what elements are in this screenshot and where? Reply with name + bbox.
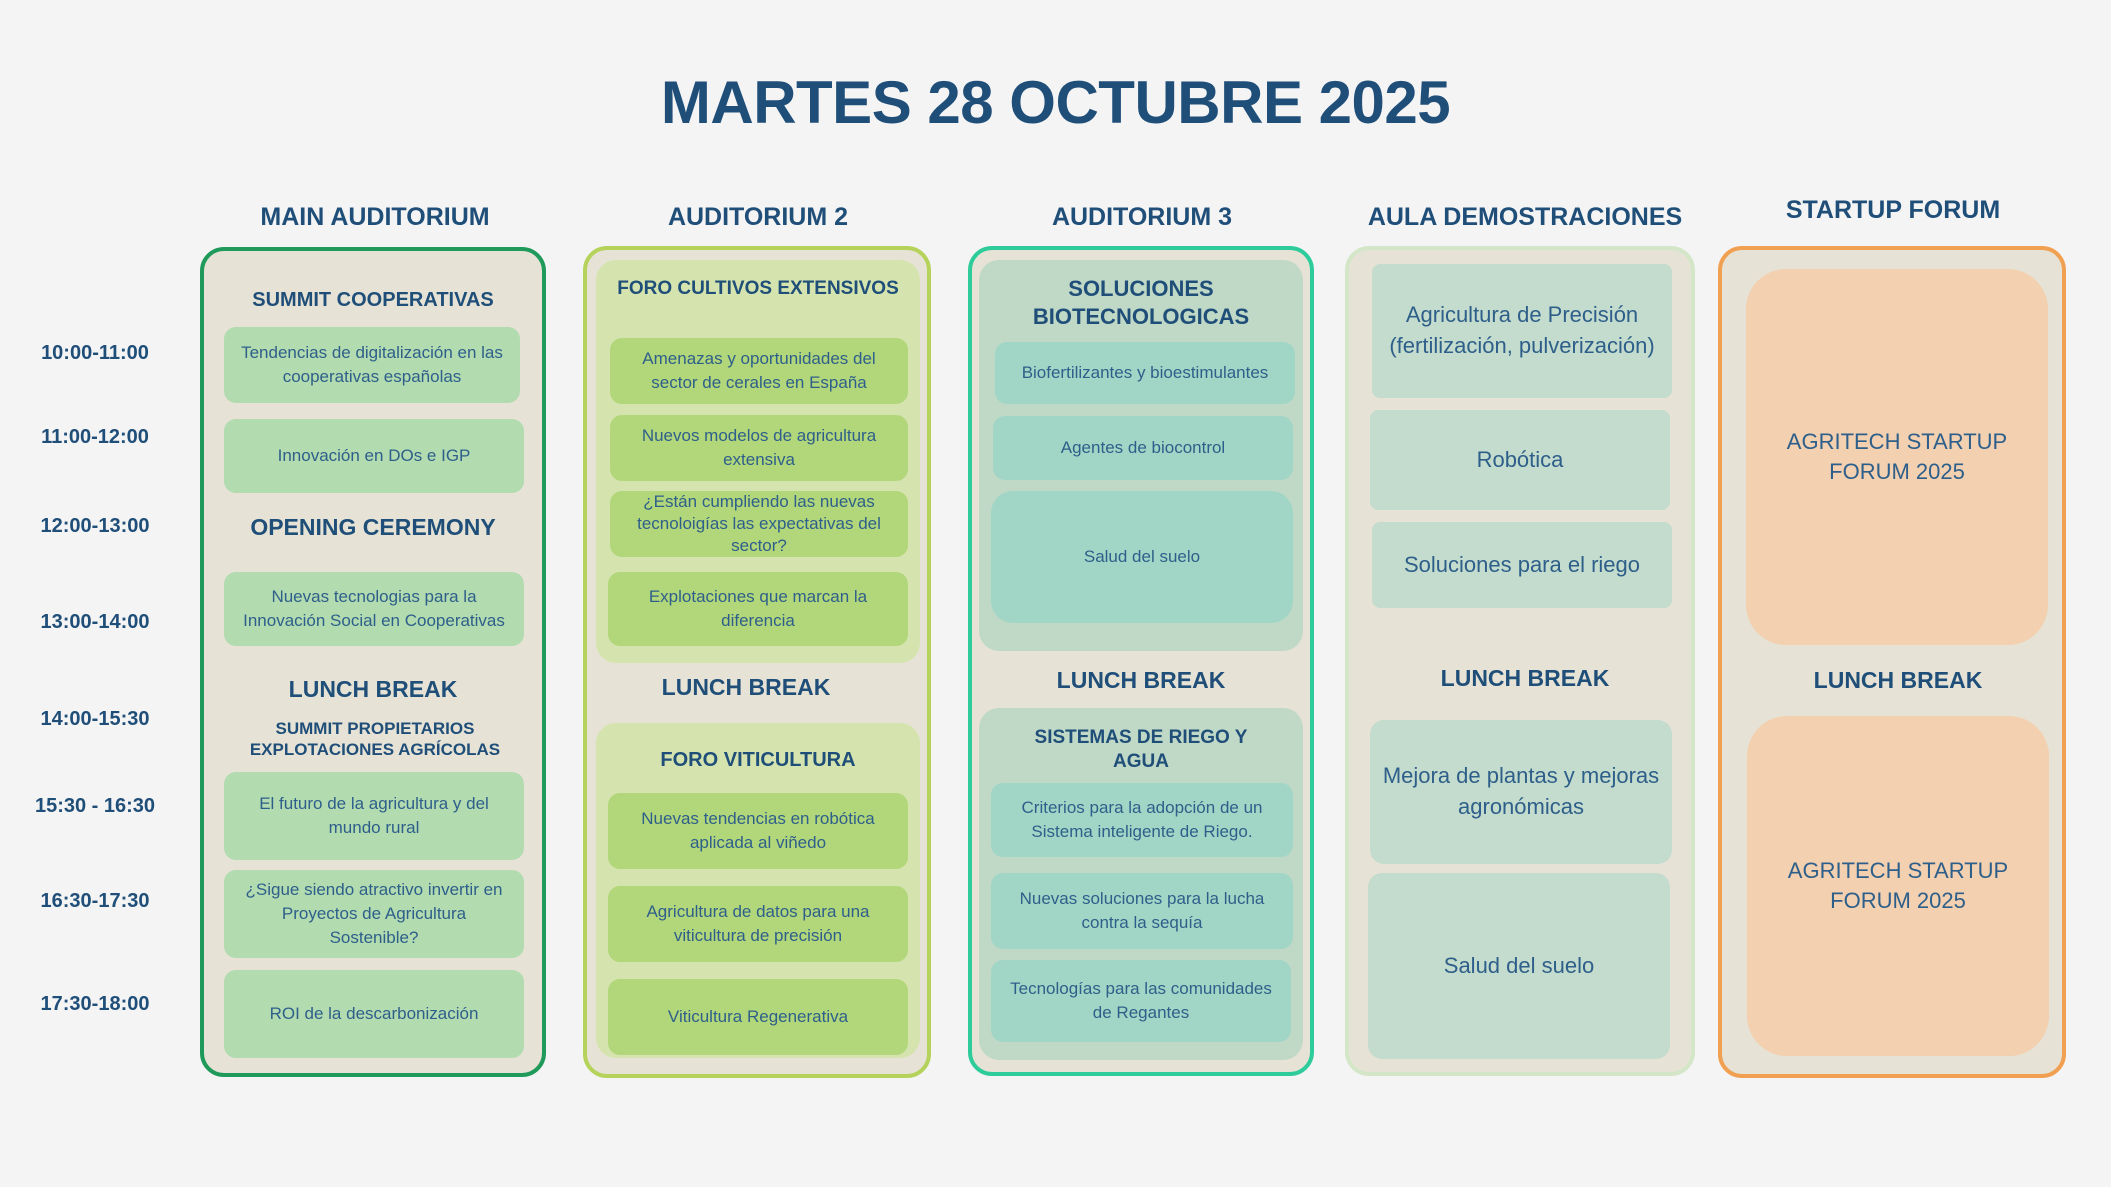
header-auditorium-2: AUDITORIUM 2: [667, 203, 849, 231]
sistemas-riego-heading: SISTEMAS DE RIEGO Y AGUA: [1034, 727, 1248, 772]
session-box[interactable]: Nuevas tendencias en robótica aplicada al viñedo: [608, 793, 908, 869]
session-box[interactable]: AGRITECH STARTUP FORUM 2025: [1746, 269, 2048, 645]
session-box[interactable]: Innovación en DOs e IGP: [224, 419, 524, 493]
page-title: MARTES 28 OCTUBRE 2025: [660, 69, 1451, 136]
session-box[interactable]: ¿Están cumpliendo las nuevas tecnoloigías las expectativas del sector?: [610, 491, 908, 557]
session-box[interactable]: Nuevas tecnologias para la Innovación Social en Cooperativas: [224, 572, 524, 646]
time-slot: 11:00-12:00: [41, 426, 149, 448]
session-box[interactable]: El futuro de la agricultura y del mundo rural: [224, 772, 524, 860]
time-slot: 16:30-17:30: [40, 890, 150, 912]
session-box[interactable]: ¿Sigue siendo atractivo invertir en Proyectos de Agricultura Sostenible?: [224, 870, 524, 958]
session-box[interactable]: Viticultura Regenerativa: [608, 979, 908, 1055]
time-slot: 10:00-11:00: [41, 342, 149, 364]
foro-viticultura-heading: FORO VITICULTURA: [660, 749, 856, 771]
lunch-break-label: LUNCH BREAK: [1056, 667, 1226, 693]
session-box[interactable]: Agricultura de datos para una viticultura de precisión: [608, 886, 908, 962]
session-box[interactable]: Explotaciones que marcan la diferencia: [608, 572, 908, 646]
time-slot: 17:30-18:00: [40, 993, 150, 1015]
session-box[interactable]: ROI de la descarbonización: [224, 970, 524, 1058]
session-box[interactable]: Amenazas y oportunidades del sector de cerales en España: [610, 338, 908, 404]
session-box[interactable]: Nuevas soluciones para la lucha contra la sequía: [991, 873, 1293, 949]
lunch-break-label: LUNCH BREAK: [1440, 665, 1610, 691]
session-box[interactable]: Mejora de plantas y mejoras agronómicas: [1370, 720, 1672, 864]
session-box[interactable]: Criterios para la adopción de un Sistema inteligente de Riego.: [991, 783, 1293, 857]
header-startup-forum: STARTUP FORUM: [1785, 196, 2001, 224]
header-main-auditorium: MAIN AUDITORIUM: [260, 203, 490, 231]
session-box[interactable]: Tecnologías para las comunidades de Regantes: [991, 960, 1291, 1042]
opening-ceremony-heading: OPENING CEREMONY: [250, 514, 496, 540]
foro-cultivos-heading: FORO CULTIVOS EXTENSIVOS: [617, 278, 899, 299]
time-slot: 15:30 - 16:30: [34, 795, 156, 817]
time-slot: 13:00-14:00: [40, 611, 150, 633]
session-box[interactable]: Agentes de biocontrol: [993, 416, 1293, 480]
session-box[interactable]: Salud del suelo: [991, 491, 1293, 623]
lunch-break-label: LUNCH BREAK: [288, 676, 458, 702]
summit-cooperativas-heading: SUMMIT COOPERATIVAS: [252, 289, 494, 311]
summit-propietarios-heading: SUMMIT PROPIETARIOS EXPLOTACIONES AGRÍCOLAS: [249, 719, 501, 760]
session-box[interactable]: AGRITECH STARTUP FORUM 2025: [1747, 716, 2049, 1056]
session-box[interactable]: Agricultura de Precisión (fertilización, pulverización): [1372, 264, 1672, 398]
soluciones-heading: SOLUCIONES BIOTECNOLOGICAS: [1032, 276, 1250, 329]
lunch-break-label: LUNCH BREAK: [661, 674, 831, 700]
time-slot: 14:00-15:30: [40, 708, 150, 730]
session-box[interactable]: Biofertilizantes y bioestimulantes: [995, 342, 1295, 404]
time-slot: 12:00-13:00: [40, 515, 150, 537]
session-box[interactable]: Soluciones para el riego: [1372, 522, 1672, 608]
header-auditorium-3: AUDITORIUM 3: [1051, 203, 1233, 231]
session-box[interactable]: Salud del suelo: [1368, 873, 1670, 1059]
session-box[interactable]: Nuevos modelos de agricultura extensiva: [610, 415, 908, 481]
header-aula-demostraciones: AULA DEMOSTRACIONES: [1367, 203, 1683, 231]
lunch-break-label: LUNCH BREAK: [1813, 667, 1983, 693]
session-box[interactable]: Robótica: [1370, 410, 1670, 510]
session-box[interactable]: Tendencias de digitalización en las cooperativas españolas: [224, 327, 520, 403]
